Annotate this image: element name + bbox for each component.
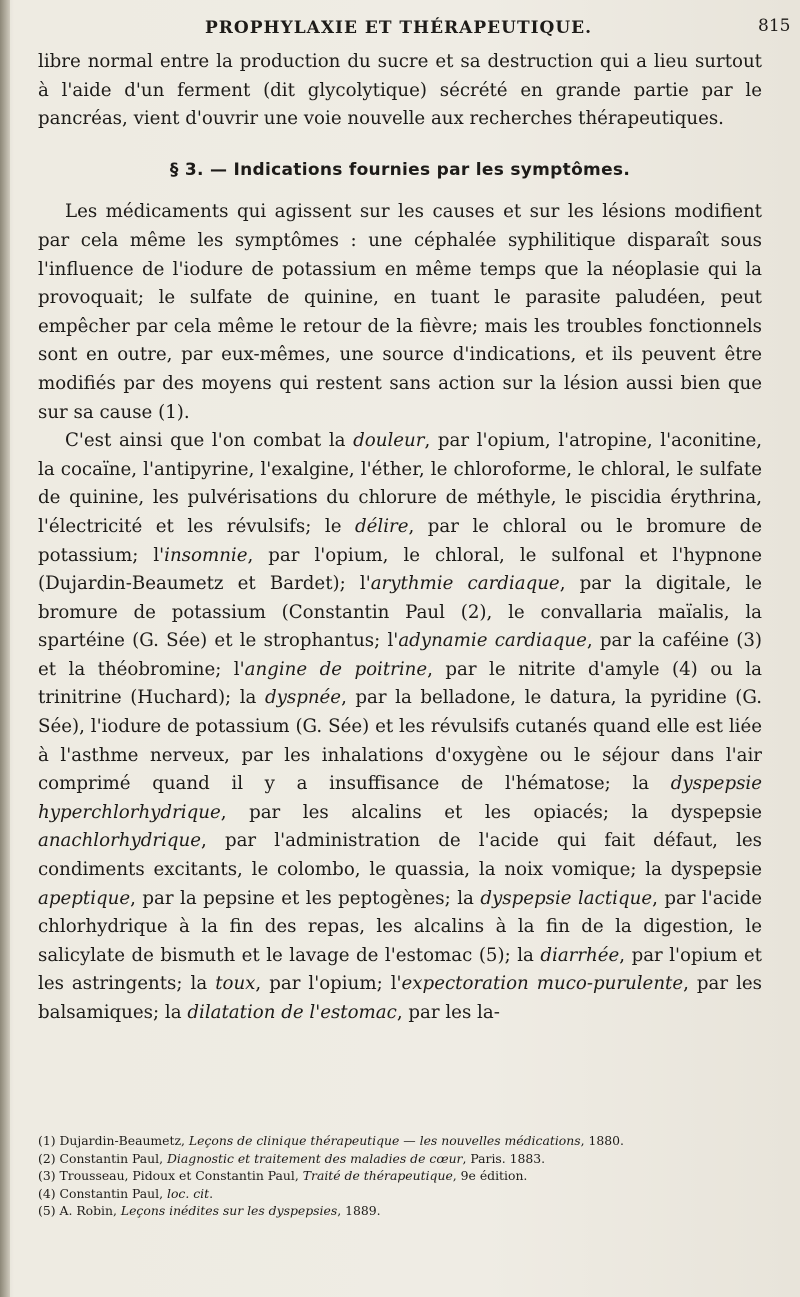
term-dilatation: dilatation de l'estomac — [187, 1002, 397, 1023]
term-dyspnee: dyspnée — [264, 687, 342, 709]
term-dyspepsie-lactique: dyspepsie lactique — [480, 887, 653, 909]
running-head — [0, 12, 800, 42]
term-insomnie: insomnie — [164, 544, 248, 566]
text-run: , par la caféine (3) et la théobromine; l' — [38, 630, 763, 680]
running-title: PROPHYLAXIE ET THÉRAPEUTIQUE. — [205, 18, 593, 38]
term-dyspepsie-hyper: dyspepsie hyperchlorhydrique — [38, 773, 762, 823]
paragraph-symptoms-lesions: Les médicaments qui agissent sur les causes et sur les lésions modifient par cela même les symptômes : une céphalée syphilitique disparaît sous l'influence de l'iodure de potassium en même temps que la néoplasie qui la provoquait; le sulfate de quinine, en tuant le parasite paludéen, peut empêcher par cela même le retour de la fièvre; mais les troubles fonctionnels sont en outre, par eux-mêmes, une source d'indications, et ils peuvent être modifiés par des moyens qui restent sans action sur la lésion aussi bien que sur sa cause (1). — [38, 201, 762, 423]
page-number: 815 — [758, 16, 791, 36]
term-douleur: douleur — [353, 430, 425, 452]
text-run: C'est ainsi que l'on combat la — [65, 430, 354, 452]
term-adynamie: adynamie cardiaque — [398, 630, 587, 652]
text-run: , par l'opium et les astringents; la — [38, 944, 762, 995]
term-apeptique: apeptique — [38, 887, 131, 909]
text-run: , par l'acide chlorhydrique à la fin des repas, les alcalins à la fin de la digestion, le salicylate de bismuth et le lavage de l'estomac (5); la — [38, 887, 763, 966]
term-delire: délire — [354, 515, 409, 537]
text-run: , par la digitale, le bromure de potassium (Constantin Paul (2), le convallaria maïalis, la spartéine (G. Sée) et le strophantus; l' — [38, 573, 763, 652]
term-toux: toux — [215, 973, 256, 995]
footnote: (2) Constantin Paul, Diagnostic et traitement des maladies de cœur, Paris. 1883. — [38, 1150, 546, 1166]
term-diarrhee: diarrhée — [540, 944, 620, 966]
text-run: , par la belladone, le datura, la pyridine (G. Sée), l'iodure de potassium (G. Sée) et les révulsifs cutanés quand elle est liée à l'asthme nerveux, par les inhalations d'oxygène ou le séjour dans l'air comprimé quand il y a insuffisance de l'hématose; la — [38, 687, 763, 795]
text-run: , par l'administration de l'acide qui fait défaut, les condiments excitants, le colombo, le quassia, la noix vomique; la dyspepsie — [38, 830, 762, 881]
text-run: , par la pepsine et les peptogènes; la — [130, 887, 481, 909]
term-anachlorhydrique: anachlorhydrique — [38, 830, 202, 852]
text-run: , par l'opium, l'atropine, l'aconitine, la cocaïne, l'antipyrine, l'exalgine, l'éther, le chloroforme, le chloral, le sulfate de quinine, les pulvérisations du chlorure de méthyle, le piscidia érythrina, l'électricité et les révulsifs; le — [38, 430, 763, 537]
footnote: (4) Constantin Paul, loc. cit. — [38, 1185, 214, 1201]
text-run: , par l'opium; l' — [255, 973, 402, 995]
text-run: , par le nitrite d'amyle (4) ou la trinitrine (Huchard); la — [38, 658, 763, 709]
text-run: , par le chloral ou le bromure de potassium; l' — [38, 515, 762, 566]
term-expectoration: expectoration muco-purulente — [401, 973, 684, 995]
term-angine: angine de poitrine — [244, 658, 428, 680]
footnote: (1) Dujardin-Beaumetz, Leçons de clinique thérapeutique — les nouvelles médications, 1880. — [38, 1133, 624, 1148]
section-heading: § 3. — Indications fournies par les symptômes. — [169, 159, 631, 180]
text-run: , par les alcalins et les opiacés; la dyspepsie — [220, 801, 762, 823]
page-binding-shadow — [0, 0, 10, 1297]
text-run: , par les balsamiques; la — [38, 973, 762, 1023]
footnote: (3) Trousseau, Pidoux et Constantin Paul, Traité de thérapeutique, 9e édition. — [38, 1168, 528, 1183]
text-run: , par l'opium, le chloral, le sulfonal et l'hypnone (Dujardin-Beaumetz et Bardet); l' — [38, 544, 762, 595]
body-text — [38, 48, 762, 1028]
text-run: , par les la- — [396, 1002, 500, 1023]
intro-paragraph: libre normal entre la production du sucre et sa destruction qui a lieu surtout à l'aide d'un ferment (dit glycolytique) sécrété en grande partie par le pancréas, vient d'ouvrir une voie nouvelle aux recherches thérapeutiques. — [38, 51, 762, 130]
footnote: (5) A. Robin, Leçons inédites sur les dyspepsies, 1889. — [38, 1203, 381, 1218]
paragraph-indications — [38, 427, 762, 1027]
footnotes — [38, 1132, 762, 1220]
term-arythmie: arythmie cardiaque — [370, 573, 560, 595]
